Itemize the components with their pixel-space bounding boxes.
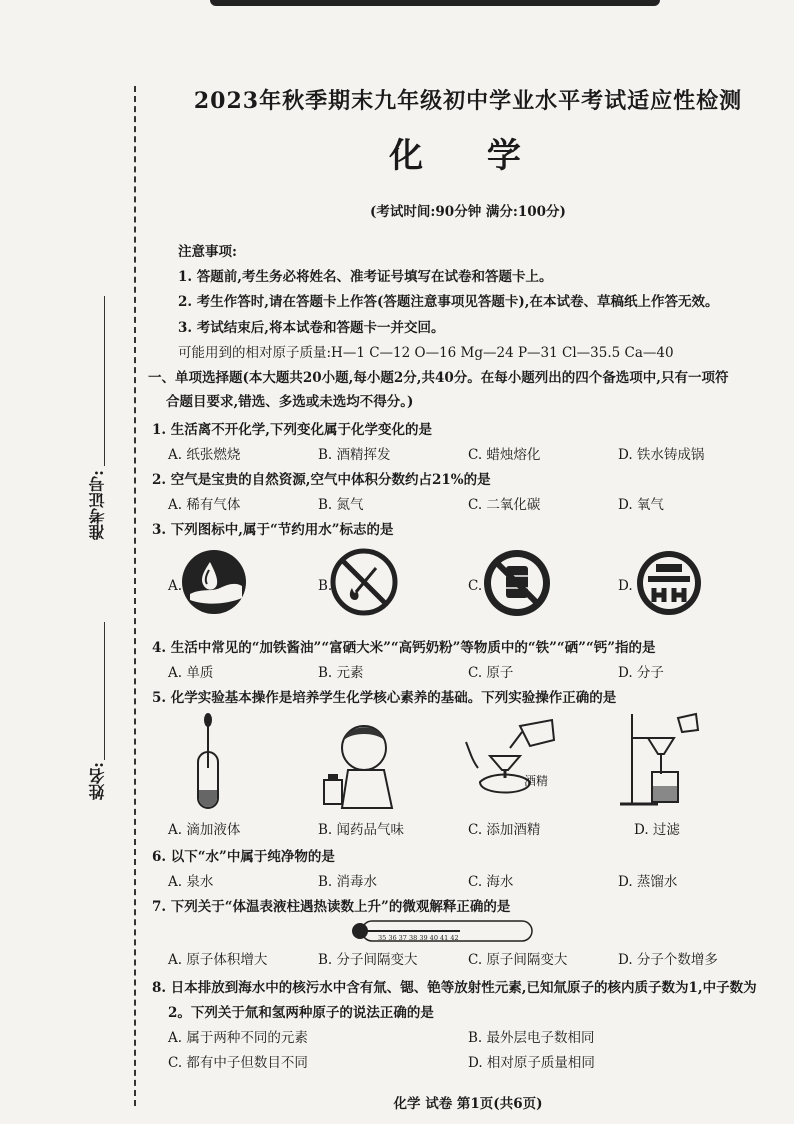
section-heading: 合题目要求,错选、多选或未选均不得分。) — [166, 394, 414, 410]
option: A. — [168, 578, 183, 594]
option: B. — [318, 578, 333, 594]
thermometer-scale: 35 36 37 38 39 40 41 42 — [378, 934, 459, 942]
water-drop-sign-icon — [180, 548, 248, 616]
option: A. 稀有气体 — [168, 497, 241, 513]
option: C. 原子间隔变大 — [468, 952, 568, 968]
option: B. 酒精挥发 — [318, 447, 391, 463]
option: D. 分子个数增多 — [618, 952, 718, 968]
option: C. — [468, 578, 483, 594]
option: A. 泉水 — [168, 874, 214, 890]
note-item: 1. 答题前,考生务必将姓名、准考证号填写在试卷和答题卡上。 — [178, 269, 553, 285]
smelling-reagent-figure — [322, 718, 402, 810]
option: C. 二氧化碳 — [468, 497, 541, 513]
option: C. 海水 — [468, 874, 514, 890]
option: C. 蜡烛熔化 — [468, 447, 541, 463]
question-stem: 7. 下列关于“体温表液柱遇热读数上升”的微观解释正确的是 — [152, 899, 511, 915]
thermometer-figure — [348, 918, 538, 944]
adding-alcohol-figure — [460, 712, 560, 808]
option: C. 原子 — [468, 665, 514, 681]
dropper-test-tube-figure — [170, 712, 240, 812]
recycling-logo-icon — [634, 548, 704, 618]
exam-id-label: 准考证号: — [88, 470, 107, 540]
question-stem: 8. 日本排放到海水中的核污水中含有氚、锶、铯等放射性元素,已知氚原子的核内质子数为1,中子数为 — [152, 980, 757, 996]
option: A. 单质 — [168, 665, 214, 681]
option: D. 过滤 — [634, 822, 680, 838]
option: D. 分子 — [618, 665, 664, 681]
exam-id-blank — [104, 296, 105, 466]
option: B. 氮气 — [318, 497, 364, 513]
option: D. 相对原子质量相同 — [468, 1055, 595, 1071]
option: C. 都有中子但数目不同 — [168, 1055, 308, 1071]
option: B. 最外层电子数相同 — [468, 1030, 595, 1046]
option: C. 添加酒精 — [468, 822, 541, 838]
page-title: 2023年秋季期末九年级初中学业水平考试适应性检测 — [193, 88, 743, 114]
page-footer: 化学 试卷 第1页(共6页) — [393, 1096, 543, 1112]
option: D. 氧气 — [618, 497, 664, 513]
option: A. 属于两种不同的元素 — [168, 1030, 308, 1046]
binding-line — [134, 86, 136, 1106]
option: D. — [618, 578, 633, 594]
subject-title: 化 学 — [389, 136, 547, 176]
question-stem: 6. 以下“水”中属于纯净物的是 — [152, 849, 335, 865]
no-fire-sign-icon — [330, 548, 398, 616]
section-heading: 一、单项选择题(本大题共20小题,每小题2分,共40分。在每小题列出的四个备选项中,只有一项符 — [148, 370, 729, 386]
scan-top-edge — [210, 0, 660, 6]
option: D. 蒸馏水 — [618, 874, 678, 890]
question-stem: 5. 化学实验基本操作是培养学生化学核心素养的基础。下列实验操作正确的是 — [152, 690, 617, 706]
alcohol-label: 酒精 — [524, 774, 549, 788]
option: A. 原子体积增大 — [168, 952, 268, 968]
option: B. 分子间隔变大 — [318, 952, 418, 968]
note-item: 2. 考生作答时,请在答题卡上作答(答题注意事项见答题卡),在本试卷、草稿纸上作答无效。 — [178, 294, 719, 310]
name-blank — [104, 622, 105, 760]
question-stem: 2。下列关于氚和氢两种原子的说法正确的是 — [168, 1005, 434, 1021]
question-stem: 2. 空气是宝贵的自然资源,空气中体积分数约占21%的是 — [152, 472, 491, 488]
notes-heading: 注意事项: — [178, 244, 237, 260]
question-stem: 4. 生活中常见的“加铁酱油”“富硒大米”“高钙奶粉”等物质中的“铁”“硒”“钙”指的是 — [152, 640, 656, 656]
option: B. 闻药品气味 — [318, 822, 405, 838]
option: B. 元素 — [318, 665, 364, 681]
note-item: 3. 考试结束后,将本试卷和答题卡一并交回。 — [178, 320, 445, 336]
no-dumping-sign-icon — [482, 548, 552, 618]
option: A. 滴加液体 — [168, 822, 241, 838]
name-label: 姓名: — [88, 762, 107, 800]
exam-info: (考试时间:90分钟 满分:100分) — [370, 204, 566, 220]
atomic-masses: 可能用到的相对原子质量:H—1 C—12 O—16 Mg—24 P—31 Cl—35.5 Ca—40 — [178, 345, 674, 361]
question-stem: 1. 生活离不开化学,下列变化属于化学变化的是 — [152, 422, 432, 438]
option: A. 纸张燃烧 — [168, 447, 241, 463]
filtration-figure — [618, 712, 704, 808]
option: B. 消毒水 — [318, 874, 378, 890]
question-stem: 3. 下列图标中,属于“节约用水”标志的是 — [152, 522, 394, 538]
option: D. 铁水铸成锅 — [618, 447, 705, 463]
